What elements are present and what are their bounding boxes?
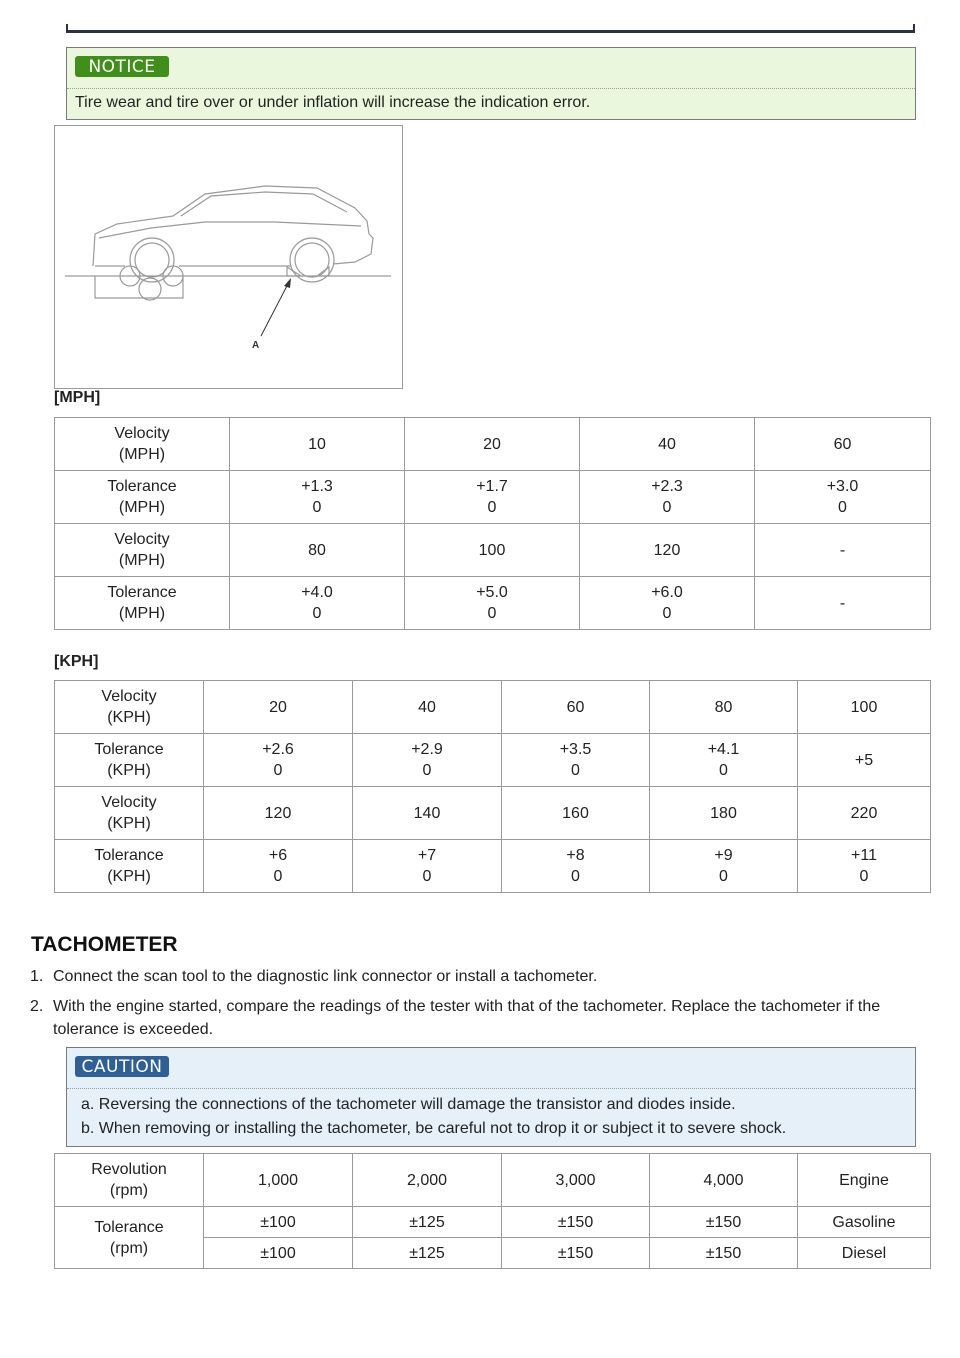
- row-header-cell: Velocity (MPH): [55, 418, 230, 471]
- table-cell: 10: [230, 418, 405, 471]
- table-cell: Gasoline: [798, 1207, 931, 1238]
- table-cell: +7 0: [353, 840, 502, 893]
- notice-badge: NOTICE: [75, 56, 169, 77]
- table-cell: 220: [798, 787, 931, 840]
- table-cell: ±100: [204, 1207, 353, 1238]
- table-cell: ±150: [650, 1207, 798, 1238]
- header-rule-right-tick: [913, 24, 915, 33]
- row-header-cell: Tolerance (MPH): [55, 471, 230, 524]
- row-header-cell: Tolerance (MPH): [55, 577, 230, 630]
- table-cell: +6.0 0: [580, 577, 755, 630]
- car-on-rollers-illustration: [55, 126, 402, 388]
- table-cell: +2.6 0: [204, 734, 353, 787]
- tachometer-steps: [30, 958, 920, 1041]
- notice-box: [66, 47, 916, 120]
- table-cell: 180: [650, 787, 798, 840]
- table-cell: 40: [580, 418, 755, 471]
- table-cell: +9 0: [650, 840, 798, 893]
- row-header-cell: Tolerance (KPH): [55, 840, 204, 893]
- table-cell: 80: [650, 681, 798, 734]
- mph-label: [MPH]: [54, 389, 101, 406]
- table-cell: ±125: [353, 1238, 502, 1269]
- tachometer-heading: TACHOMETER: [31, 933, 178, 956]
- table-cell: -: [755, 524, 931, 577]
- table-row: [55, 524, 931, 577]
- table-cell: ±100: [204, 1238, 353, 1269]
- table-cell: +3.0 0: [755, 471, 931, 524]
- speedometer-tester-figure: [54, 125, 403, 389]
- caution-list: [67, 1093, 915, 1141]
- table-cell: 120: [204, 787, 353, 840]
- table-row: [55, 787, 931, 840]
- table-row: [55, 418, 931, 471]
- header-rule: [66, 30, 915, 33]
- table-cell: 100: [798, 681, 931, 734]
- table-cell: +2.9 0: [353, 734, 502, 787]
- kph-tolerance-table: [54, 680, 931, 893]
- caution-box: [66, 1047, 916, 1147]
- row-header-cell: Tolerance (rpm): [55, 1207, 204, 1269]
- table-cell: +1.3 0: [230, 471, 405, 524]
- table-row: [55, 840, 931, 893]
- row-header-cell: Velocity (KPH): [55, 787, 204, 840]
- table-cell: +8 0: [502, 840, 650, 893]
- table-row: [55, 1154, 931, 1207]
- table-cell: 1,000: [204, 1154, 353, 1207]
- table-cell: Diesel: [798, 1238, 931, 1269]
- table-cell: 100: [405, 524, 580, 577]
- row-header-cell: Velocity (KPH): [55, 681, 204, 734]
- step-text: With the engine started, compare the readings of the tester with that of the tachometer. Replace the tachometer if the tolerance is exceeded.: [53, 998, 881, 1038]
- table-cell: +6 0: [204, 840, 353, 893]
- table-cell: +4.0 0: [230, 577, 405, 630]
- row-header-cell: Tolerance (KPH): [55, 734, 204, 787]
- table-cell: 60: [755, 418, 931, 471]
- table-cell: 4,000: [650, 1154, 798, 1207]
- caution-item: a. Reversing the connections of the tachometer will damage the transistor and diodes inside.: [81, 1096, 736, 1113]
- table-cell: 2,000: [353, 1154, 502, 1207]
- table-row: [55, 681, 931, 734]
- table-cell: 120: [580, 524, 755, 577]
- table-cell: +4.1 0: [650, 734, 798, 787]
- step-number: 2.: [30, 998, 44, 1015]
- row-header-cell: Revolution (rpm): [55, 1154, 204, 1207]
- table-row: [55, 734, 931, 787]
- notice-header: [67, 48, 915, 89]
- caution-badge: CAUTION: [75, 1056, 169, 1077]
- rpm-table-continuation: [54, 1268, 930, 1271]
- table-cell: 60: [502, 681, 650, 734]
- table-row: [55, 577, 931, 630]
- row-header-cell: Velocity (MPH): [55, 524, 230, 577]
- table-cell: +5.0 0: [405, 577, 580, 630]
- step-text: Connect the scan tool to the diagnostic link connector or install a tachometer.: [53, 968, 598, 985]
- table-cell: Engine: [798, 1154, 931, 1207]
- table-row: [55, 471, 931, 524]
- table-cell: ±150: [502, 1238, 650, 1269]
- table-cell: +1.7 0: [405, 471, 580, 524]
- table-cell: +11 0: [798, 840, 931, 893]
- table-cell: ±125: [353, 1207, 502, 1238]
- step-number: 1.: [30, 968, 44, 985]
- table-cell: 20: [204, 681, 353, 734]
- table-cell: 3,000: [502, 1154, 650, 1207]
- caution-header: [67, 1048, 915, 1089]
- list-item: [30, 965, 920, 988]
- table-row: [55, 1207, 931, 1238]
- mph-tolerance-table: [54, 417, 931, 630]
- table-cell: 80: [230, 524, 405, 577]
- table-cell: +5: [798, 734, 931, 787]
- kph-label: [KPH]: [54, 653, 99, 670]
- notice-text: Tire wear and tire over or under inflation will increase the indication error.: [75, 94, 591, 111]
- table-cell: +2.3 0: [580, 471, 755, 524]
- rpm-tolerance-table: [54, 1153, 931, 1269]
- table-cell: 160: [502, 787, 650, 840]
- table-cell: ±150: [502, 1207, 650, 1238]
- table-cell: 20: [405, 418, 580, 471]
- table-cell: 40: [353, 681, 502, 734]
- table-cell: +3.5 0: [502, 734, 650, 787]
- table-cell: 140: [353, 787, 502, 840]
- caution-item: b. When removing or installing the tachometer, be careful not to drop it or subject it to severe shock.: [81, 1120, 787, 1137]
- figure-callout-a: A: [252, 340, 260, 351]
- table-cell: ±150: [650, 1238, 798, 1269]
- table-cell: -: [755, 577, 931, 630]
- list-item: [30, 995, 920, 1041]
